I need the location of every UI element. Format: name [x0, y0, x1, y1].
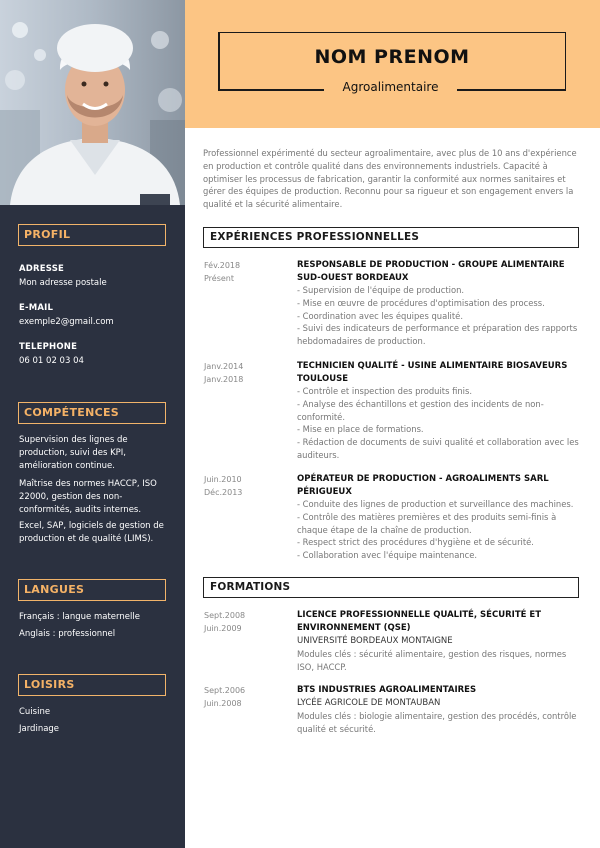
profile-photo	[0, 0, 185, 205]
name-frame-bottom-left	[218, 89, 324, 91]
experience-line: - Mise en œuvre de procédures d'optimisation des process.	[297, 297, 545, 308]
formation-school: UNIVERSITÉ BORDEAUX MONTAIGNE	[297, 636, 453, 646]
experience-date-start: Fév.2018	[204, 261, 241, 270]
experience-line: - Analyse des échantillons et gestion des incidents de non-conformité.	[297, 398, 544, 422]
experience-title: TECHNICIEN QUALITÉ - USINE ALIMENTAIRE BIOSAVEURS TOULOUSE	[297, 361, 568, 384]
email-label: E-MAIL	[19, 303, 54, 313]
language-item: Anglais : professionnel	[19, 629, 116, 639]
experience-date-start: Juin.2010	[204, 475, 242, 484]
skill-item: Maîtrise des normes HACCP, ISO 22000, gestion des non-conformités, audits internes.	[19, 479, 157, 515]
experience-date-end: Janv.2018	[204, 375, 244, 384]
section-title-langues: LANGUES	[18, 579, 166, 601]
experience-line: - Supervision de l'équipe de production.	[297, 285, 465, 295]
experience-line: - Contrôle des matières premières et des produits semi-finis à chaque étape de la chaîne de production.	[297, 511, 557, 535]
experience-title: RESPONSABLE DE PRODUCTION - GROUPE ALIMENTAIRE SUD-OUEST BORDEAUX	[297, 260, 565, 283]
section-title-formations: FORMATIONS	[203, 577, 579, 598]
experience-title: OPÉRATEUR DE PRODUCTION - AGROALIMENTS SARL PÉRIGUEUX	[297, 474, 549, 497]
experience-line: - Coordination avec les équipes qualité.	[297, 310, 463, 321]
experience-details	[297, 498, 579, 562]
phone-label: TELEPHONE	[19, 342, 78, 352]
candidate-name: NOM PRENOM	[314, 46, 470, 68]
formation-title: LICENCE PROFESSIONNELLE QUALITÉ, SÉCURITÉ ET ENVIRONNEMENT (QSE)	[297, 610, 541, 633]
address-label: ADRESSE	[19, 264, 65, 274]
hobby-item: Cuisine	[19, 707, 51, 717]
hobby-item: Jardinage	[19, 724, 60, 734]
formation-date-start: Sept.2008	[204, 611, 246, 620]
section-title-loisirs: LOISIRS	[18, 674, 166, 696]
skill-item: Supervision des lignes de production, suivi des KPI, amélioration continue.	[19, 435, 128, 471]
experience-details	[297, 284, 579, 348]
section-title-competences: COMPÉTENCES	[18, 402, 166, 424]
email-value[interactable]: exemple2@gmail.com	[19, 317, 114, 327]
skill-item: Excel, SAP, logiciels de gestion de production et de qualité (LIMS).	[19, 521, 164, 544]
experience-date-end: Déc.2013	[204, 488, 243, 497]
formation-date-start: Sept.2006	[204, 686, 246, 695]
name-frame-bottom-right	[457, 89, 566, 91]
experience-line: - Contrôle et inspection des produits finis.	[297, 386, 473, 396]
experience-line: - Collaboration avec l'équipe maintenance.	[297, 550, 478, 561]
experience-details	[297, 385, 579, 462]
experience-date-end: Présent	[204, 274, 235, 283]
job-title: Agroalimentaire	[342, 80, 439, 94]
formation-description: Modules clés : sécurité alimentaire, gestion des risques, normes ISO, HACCP.	[297, 649, 567, 672]
profile-summary: Professionnel expérimenté du secteur agroalimentaire, avec plus de 10 ans d'expérience en production et contrôle qualité dans des environnements industriels. Capacité à optimiser les processus de fabrication, garantir la conformité aux normes sanitaires et gérer des équipes de production. Reconnu pour sa rigueur et son engagement envers la qualité et la sécurité alimentaire.	[203, 148, 577, 210]
formation-date-end: Juin.2008	[204, 699, 242, 708]
experience-line: - Mise en place de formations.	[297, 424, 424, 435]
experience-line: - Suivi des indicateurs de performance et préparation des rapports hebdomadaires de production.	[297, 323, 578, 347]
formation-school: LYCÉE AGRICOLE DE MONTAUBAN	[297, 698, 441, 708]
section-title-profil: PROFIL	[18, 224, 166, 246]
phone-value: 06 01 02 03 04	[19, 356, 84, 366]
section-title-experiences: EXPÉRIENCES PROFESSIONNELLES	[203, 227, 579, 248]
experience-line: - Rédaction de documents de suivi qualité et collaboration avec les auditeurs.	[297, 437, 579, 460]
experience-line: - Conduite des lignes de production et surveillance des machines.	[297, 499, 574, 509]
formation-title: BTS INDUSTRIES AGROALIMENTAIRES	[297, 685, 477, 695]
language-item: Français : langue maternelle	[19, 612, 140, 622]
address-value: Mon adresse postale	[19, 278, 107, 288]
experience-line: - Respect strict des procédures d'hygiène et de sécurité.	[297, 537, 534, 548]
formation-date-end: Juin.2009	[204, 624, 242, 633]
experience-date-start: Janv.2014	[204, 362, 244, 371]
formation-description: Modules clés : biologie alimentaire, gestion des procédés, contrôle qualité et sécurité.	[297, 711, 577, 734]
